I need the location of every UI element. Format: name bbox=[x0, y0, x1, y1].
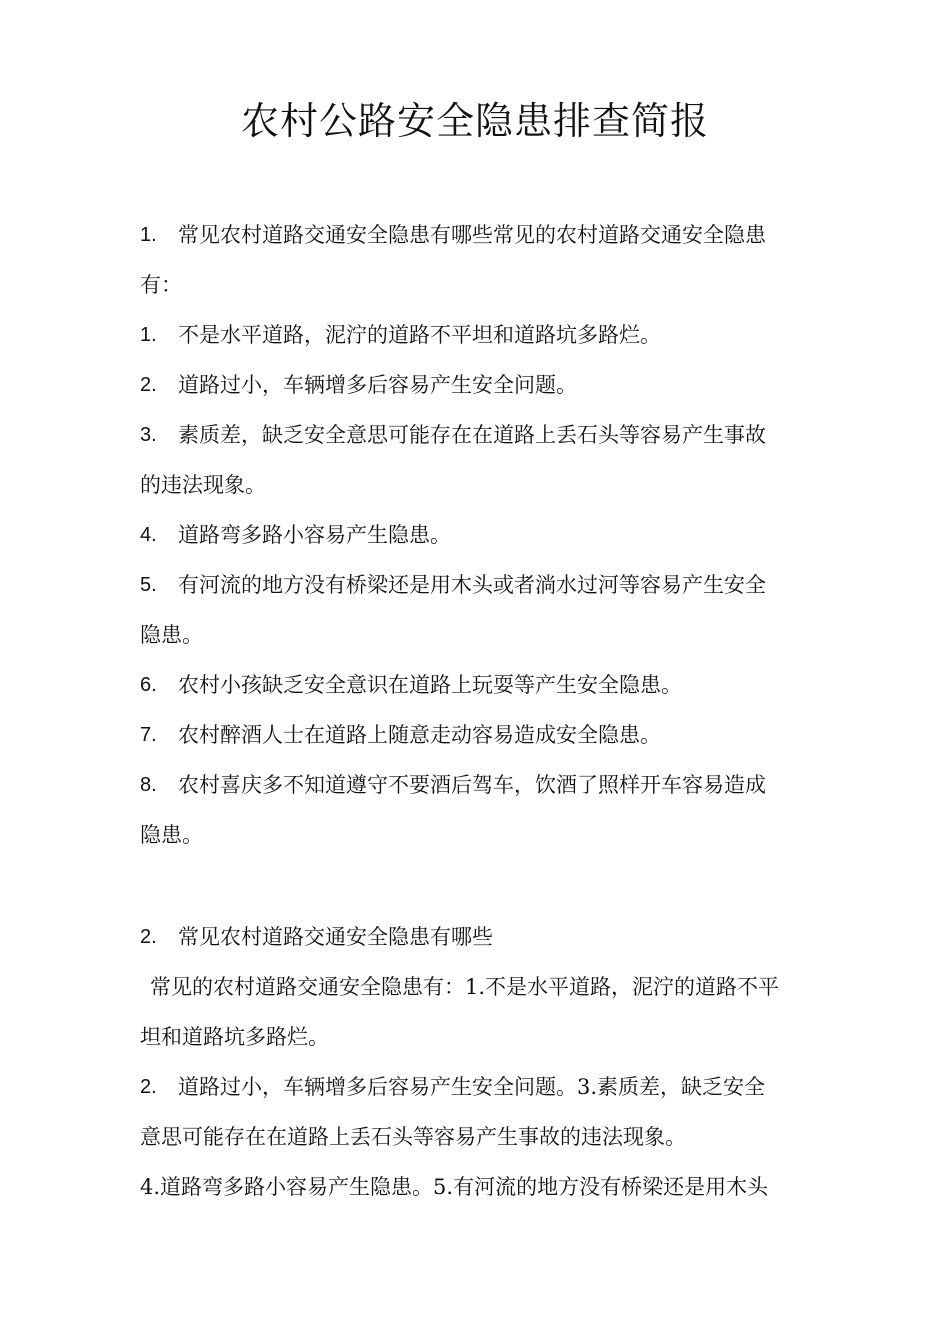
list-number: 8. bbox=[140, 774, 157, 796]
paragraph-line bbox=[140, 962, 820, 1012]
line-text: 坦和道路坑多路烂。 bbox=[140, 1025, 329, 1049]
list-number: 2. bbox=[140, 926, 157, 948]
paragraph-line bbox=[140, 560, 820, 610]
document-title: 农村公路安全隐患排查简报 bbox=[240, 99, 709, 143]
line-text: 4.道路弯多路小容易产生隐患。5.有河流的地方没有桥梁还是用木头 bbox=[140, 1175, 769, 1199]
paragraph-line bbox=[140, 410, 820, 460]
paragraph-line bbox=[140, 460, 820, 510]
paragraph-line bbox=[140, 1062, 820, 1112]
line-text: 隐患。 bbox=[140, 823, 203, 847]
list-number: 1. bbox=[140, 324, 157, 346]
line-text: 有： bbox=[140, 273, 182, 297]
list-number: 1. bbox=[140, 224, 157, 246]
section-gap bbox=[140, 860, 820, 912]
line-text: 农村喜庆多不知道遵守不要酒后驾车，饮酒了照样开车容易造成 bbox=[178, 773, 766, 797]
line-text: 农村醉酒人士在道路上随意走动容易造成安全隐患。 bbox=[178, 723, 661, 747]
list-number: 4. bbox=[140, 524, 157, 546]
line-text: 素质差，缺乏安全意思可能存在在道路上丢石头等容易产生事故 bbox=[178, 423, 766, 447]
paragraph-line bbox=[140, 760, 820, 810]
section-2 bbox=[140, 912, 820, 1212]
paragraph-line bbox=[140, 610, 820, 660]
line-text: 常见农村道路交通安全隐患有哪些常见的农村道路交通安全隐患 bbox=[178, 223, 766, 247]
list-number: 7. bbox=[140, 724, 157, 746]
line-text: 不是水平道路，泥泞的道路不平坦和道路坑多路烂。 bbox=[178, 323, 661, 347]
line-text: 道路过小，车辆增多后容易产生安全问题。3.素质差，缺乏安全 bbox=[178, 1075, 766, 1099]
paragraph-line bbox=[140, 710, 820, 760]
line-text: 隐患。 bbox=[140, 623, 203, 647]
paragraph-line bbox=[140, 260, 820, 310]
section-1 bbox=[140, 210, 820, 860]
document-body bbox=[140, 210, 820, 1212]
paragraph-line bbox=[140, 510, 820, 560]
paragraph-line bbox=[140, 912, 820, 962]
paragraph-line bbox=[140, 310, 820, 360]
paragraph-line bbox=[140, 1012, 820, 1062]
paragraph-line bbox=[140, 1112, 820, 1162]
list-number: 3. bbox=[140, 424, 157, 446]
line-text: 常见的农村道路交通安全隐患有：1.不是水平道路，泥泞的道路不平 bbox=[150, 975, 780, 999]
line-text: 道路弯多路小容易产生隐患。 bbox=[178, 523, 451, 547]
list-number: 5. bbox=[140, 574, 157, 596]
line-text: 意思可能存在在道路上丢石头等容易产生事故的违法现象。 bbox=[140, 1125, 686, 1149]
list-number: 2. bbox=[140, 374, 157, 396]
list-number: 6. bbox=[140, 674, 157, 696]
line-text: 有河流的地方没有桥梁还是用木头或者淌水过河等容易产生安全 bbox=[178, 573, 766, 597]
list-number: 2. bbox=[140, 1076, 157, 1098]
paragraph-line bbox=[140, 810, 820, 860]
paragraph-line bbox=[140, 360, 820, 410]
line-text: 农村小孩缺乏安全意识在道路上玩耍等产生安全隐患。 bbox=[178, 673, 682, 697]
paragraph-line bbox=[140, 660, 820, 710]
paragraph-line bbox=[140, 210, 820, 260]
line-text: 常见农村道路交通安全隐患有哪些 bbox=[178, 925, 493, 949]
paragraph-line bbox=[140, 1162, 820, 1212]
line-text: 道路过小，车辆增多后容易产生安全问题。 bbox=[178, 373, 577, 397]
line-text: 的违法现象。 bbox=[140, 473, 266, 497]
